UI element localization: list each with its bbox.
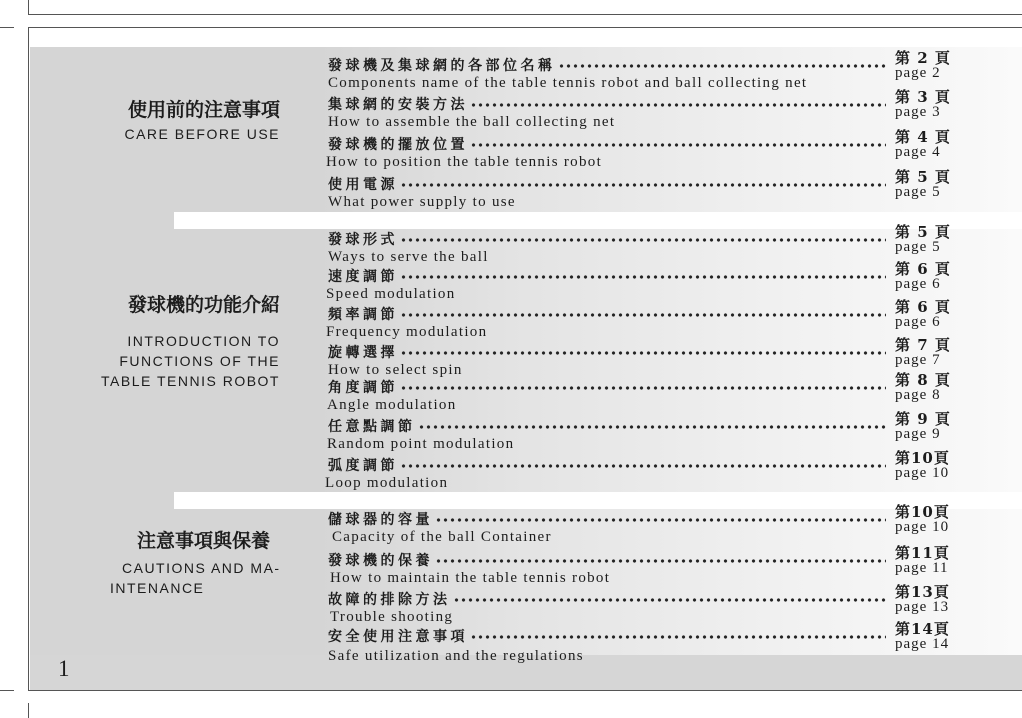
toc-entry-heading-row <box>328 552 886 570</box>
dotted-leader <box>400 182 886 188</box>
toc-entry-title-cn: 發球機的保養 <box>328 553 433 569</box>
toc-entry-title-en: How to position the table tennis robot <box>326 154 603 170</box>
toc-entry <box>326 128 951 172</box>
toc-entry-title-en: Safe utilization and the regulations <box>328 648 584 664</box>
toc-entry-title-cn: 發球形式 <box>328 232 398 248</box>
toc-entry-title-en: Components name of the table tennis robot and ball collecting net <box>328 75 808 91</box>
toc-entry-page-cn: 第 7 頁 <box>895 336 951 354</box>
toc-entry-page-en: page 8 <box>895 387 941 403</box>
toc-entry-title-en: How to assemble the ball collecting net <box>328 114 616 130</box>
toc-entry-title-en: Ways to serve the ball <box>328 249 489 265</box>
toc-entry-page-cn: 第 5 頁 <box>895 223 951 241</box>
dotted-leader <box>470 142 886 148</box>
toc-entry-page-en: page 6 <box>895 314 941 330</box>
toc-entry-heading-row <box>328 268 886 286</box>
section-title-cn: 使用前的注意事項 <box>127 99 280 121</box>
toc-entry-page-en: page 9 <box>895 426 941 442</box>
toc-entry-page-cn: 第13頁 <box>895 583 950 601</box>
section-title-en: INTRODUCTION TO <box>127 333 280 349</box>
toc-entry-page-cn: 第 2 頁 <box>895 49 951 67</box>
crop-mark-bottom-vertical <box>28 703 29 718</box>
section-title-cn: 注意事項與保養 <box>136 530 270 552</box>
crop-mark-top-vertical <box>28 0 29 14</box>
section-title-en: CAUTIONS AND MA- <box>122 560 281 576</box>
dotted-leader <box>400 385 886 391</box>
toc-entry-title-en: Trouble shooting <box>330 609 454 625</box>
dotted-leader <box>400 237 886 243</box>
toc-entry <box>328 503 950 547</box>
frame-bottom-line <box>28 690 1022 691</box>
page-number: 1 <box>58 656 70 681</box>
crop-mark-top-horizontal <box>0 27 14 28</box>
frame-top-line <box>28 27 1022 28</box>
dotted-leader <box>400 463 886 469</box>
dotted-leader <box>400 274 886 280</box>
dotted-leader <box>418 424 887 430</box>
toc-entry <box>328 223 951 267</box>
toc-entry-page-en: page 13 <box>895 599 950 615</box>
toc-entry-page-en: page 2 <box>895 65 941 81</box>
toc-entry <box>325 449 950 493</box>
toc-entry-title-en: Speed modulation <box>326 286 456 302</box>
toc-entry-heading-row <box>328 379 886 397</box>
toc-entry-page-cn: 第11頁 <box>895 544 950 562</box>
section-title-en: TABLE TENNIS ROBOT <box>101 373 280 389</box>
toc-entry-title-en: Angle modulation <box>327 397 457 413</box>
toc-entry-title-cn: 安全使用注意事項 <box>328 629 468 645</box>
crop-mark-bottom-horizontal <box>0 690 14 691</box>
toc-entry-page-cn: 第10頁 <box>895 449 950 467</box>
toc-entry-title-cn: 任意點調節 <box>328 419 416 435</box>
toc-entry-heading-row <box>328 511 886 529</box>
toc-entry-page-en: page 10 <box>895 519 950 535</box>
toc-entry-title-cn: 角度調節 <box>328 380 398 396</box>
toc-entry-page-en: page 10 <box>895 465 950 481</box>
toc-entry <box>327 371 951 415</box>
top-trim-line <box>28 14 1022 15</box>
section-title-en: INTENANCE <box>110 580 205 596</box>
toc-entry-title-cn: 故障的排除方法 <box>328 592 451 608</box>
toc-entry-page-en: page 5 <box>895 239 941 255</box>
dotted-leader <box>558 63 887 69</box>
toc-entry-title-cn: 發球機的擺放位置 <box>328 137 468 153</box>
section-title-en: CARE BEFORE USE <box>124 126 280 142</box>
toc-entry-page-cn: 第 6 頁 <box>895 298 951 316</box>
toc-entry-title-cn: 儲球器的容量 <box>328 512 433 528</box>
toc-entry-title-en: Loop modulation <box>325 475 449 491</box>
section-title-en: FUNCTIONS OF THE <box>119 353 280 369</box>
toc-entry-heading-row <box>328 96 886 114</box>
toc-entry-heading-row <box>328 457 886 475</box>
toc-entry-title-en: Random point modulation <box>327 436 515 452</box>
toc-entry-title-cn: 使用電源 <box>328 177 398 193</box>
toc-entry-heading-row <box>328 176 886 194</box>
toc-entry-title-en: How to select spin <box>328 362 463 378</box>
toc-entry-page-cn: 第 3 頁 <box>895 88 951 106</box>
toc-entry-title-cn: 旋轉選擇 <box>328 345 398 361</box>
toc-entry-page-cn: 第 6 頁 <box>895 260 951 278</box>
toc-entry-title-cn: 頻率調節 <box>328 307 398 323</box>
toc-entry <box>328 88 951 132</box>
dotted-leader <box>470 102 886 108</box>
toc-entry-page-en: page 3 <box>895 104 941 120</box>
toc-entry-page-en: page 6 <box>895 276 941 292</box>
toc-entry-title-en: Capacity of the ball Container <box>332 529 552 545</box>
toc-entry <box>328 544 950 588</box>
toc-entry <box>327 410 951 454</box>
toc-entry-heading-row <box>328 591 886 609</box>
toc-entry <box>326 298 951 342</box>
toc-entry-page-cn: 第 4 頁 <box>895 128 951 146</box>
toc-entry <box>328 620 950 664</box>
toc-entry-title-cn: 弧度調節 <box>328 458 398 474</box>
toc-entry-title-en: What power supply to use <box>328 194 516 210</box>
dotted-leader <box>453 597 887 603</box>
dotted-leader <box>470 634 886 640</box>
toc-entry-page-en: page 4 <box>895 144 941 160</box>
dotted-leader <box>435 558 886 564</box>
dotted-leader <box>400 312 886 318</box>
toc-entry-heading-row <box>328 418 886 436</box>
toc-entry-page-cn: 第 8 頁 <box>895 371 951 389</box>
toc-entry-title-en: Frequency modulation <box>326 324 488 340</box>
section-title-cn: 發球機的功能介紹 <box>127 294 280 316</box>
toc-entry-page-cn: 第 9 頁 <box>895 410 951 428</box>
toc-entry-title-cn: 發球機及集球網的各部位名稱 <box>328 58 556 74</box>
toc-entry-page-en: page 11 <box>895 560 949 576</box>
toc-entry-page-en: page 7 <box>895 352 941 368</box>
frame-left-line <box>28 27 29 690</box>
toc-entry-page-cn: 第 5 頁 <box>895 168 951 186</box>
toc-entry-page-en: page 5 <box>895 184 941 200</box>
toc-entry-heading-row <box>328 628 886 646</box>
toc-entry-heading-row <box>328 57 886 75</box>
toc-entry <box>328 49 951 93</box>
toc-entry <box>328 168 951 212</box>
toc-entry <box>326 260 951 304</box>
toc-entry-page-cn: 第14頁 <box>895 620 950 638</box>
toc-entry-page-en: page 14 <box>895 636 950 652</box>
toc-entry-title-cn: 集球網的安裝方法 <box>328 97 468 113</box>
toc-entry-heading-row <box>328 306 886 324</box>
dotted-leader <box>435 517 886 523</box>
toc-entry <box>328 583 950 627</box>
toc-entry-heading-row <box>328 136 886 154</box>
toc-entry-heading-row <box>328 344 886 362</box>
toc-entry-heading-row <box>328 231 886 249</box>
toc-entry-title-en: How to maintain the table tennis robot <box>330 570 611 586</box>
toc-entry-title-cn: 速度調節 <box>328 269 398 285</box>
toc-entry-page-cn: 第10頁 <box>895 503 950 521</box>
dotted-leader <box>400 350 886 356</box>
